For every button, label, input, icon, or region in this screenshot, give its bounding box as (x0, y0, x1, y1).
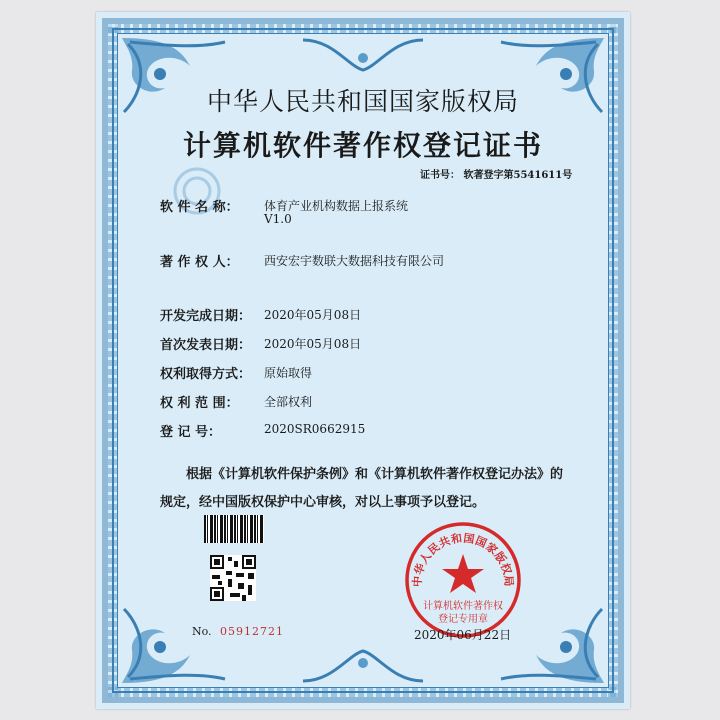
registration-number: 2020SR0662915 (264, 422, 366, 436)
certificate-number: 证书号： 软著登字第5541611号 (420, 170, 573, 181)
publication-date: 2020年05月08日 (264, 337, 362, 351)
svg-text:登记专用章: 登记专用章 (438, 614, 488, 625)
statement-line: 根据《计算机软件保护条例》和《计算机软件著作权登记办法》的 (186, 467, 564, 482)
field-label: 登 记 号： (160, 425, 222, 440)
field-label: 著 作 权 人： (160, 255, 239, 270)
field-label: 权 利 范 围： (160, 396, 239, 411)
official-seal-icon (403, 520, 523, 640)
corner-ornament-icon (120, 605, 230, 685)
issuer-name: 中华人民共和国国家版权局 (206, 87, 519, 116)
field-label: 首次发表日期： (160, 338, 252, 353)
svg-text:中华人民共和国国家版权局: 中华人民共和国国家版权局 (410, 531, 516, 588)
field-label: 软 件 名 称： (160, 200, 239, 215)
certificate (96, 12, 630, 709)
barcode-icon (204, 515, 264, 543)
field-label: 开发完成日期： (160, 309, 252, 324)
certificate-title: 计算机软件著作权登记证书 (182, 129, 543, 162)
statement-line: 规定，经中国版权保护中心审核，对以上事项予以登记。 (160, 495, 486, 510)
top-center-ornament-icon (303, 36, 423, 76)
qr-code-icon (210, 555, 256, 601)
development-date: 2020年05月08日 (264, 308, 362, 322)
software-name: 体育产业机构数据上报系统 (264, 199, 409, 213)
software-version: V1.0 (264, 212, 292, 226)
rights-scope: 全部权利 (264, 395, 313, 409)
serial-number: 05912721 (220, 625, 284, 638)
serial-label: No. (192, 625, 212, 638)
svg-text:计算机软件著作权: 计算机软件著作权 (423, 601, 503, 612)
issue-date: 2020年06月22日 (414, 628, 512, 642)
bottom-center-ornament-icon (303, 645, 423, 685)
field-label: 权利取得方式： (160, 367, 252, 382)
acquisition-method: 原始取得 (264, 366, 313, 380)
copyright-owner: 西安宏宇数联大数据科技有限公司 (264, 254, 445, 268)
